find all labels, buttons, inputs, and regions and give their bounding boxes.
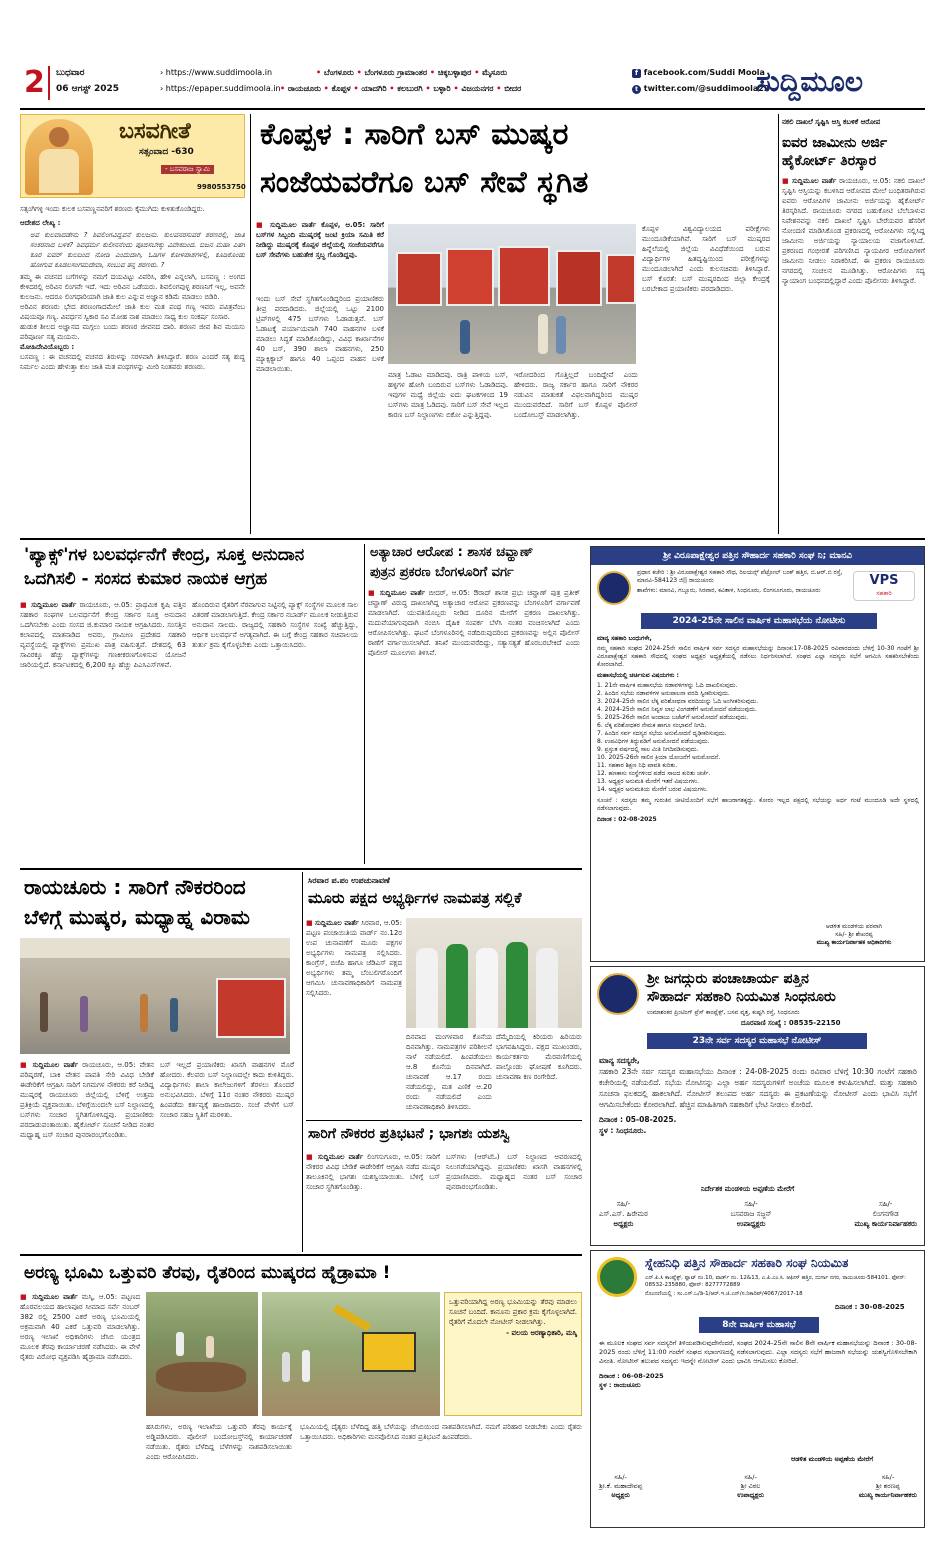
- snehanidhi-date: ದಿನಾಂಕ : 06-08-2025: [599, 1372, 664, 1380]
- agenda-item: 1. 21ನೇ ವಾರ್ಷಿಕ ಮಹಾಸಭೆಯ ನಡಾವಳಿಗಳನ್ನು ಓದಿ ದಾಖಲಿಸುವುದು.: [597, 682, 738, 689]
- packs-headline-2: ಒದಗಿಸಲಿ - ಸಂಸದ ಕುಮಾರ ನಾಯಕ ಆಗ್ರಹ: [24, 569, 268, 589]
- packs-col-1: ರಾಯಚೂರು, ಆ.05: ಪ್ರಾಥಮಿಕ ಕೃಷಿ ಪತ್ತಿನ ಸಹಕಾರ ಸಂಘಗಳ ಬಲವರ್ಧನೆಗೆ ಕೇಂದ್ರ ಸರ್ಕಾರ ಸೂಕ್ತ ಅನುದಾನ ಒದಗಿಸಬೇಕು ಎಂದು ಸಂಸದ ಜಿ.ಕುಮಾರ ನಾಯಕ ಆಗ್ರಹಿಸಿದರು. ಸಂಸತ್ತಿನ ಕಲಾಪದಲ್ಲಿ ಮಾತನಾಡಿದ ಅವರು, ಗ್ರಾಮೀಣ ಪ್ರದೇಶದ ಸಹಕಾರಿ ವ್ಯವಸ್ಥೆಯಲ್ಲಿ ಪ್ಯಾಕ್ಸ್‌ಗಳು ಪ್ರಮುಖ ಪಾತ್ರ ವಹಿಸುತ್ತವೆ. ದೇಶದಲ್ಲಿ 63 ಸಾವಿರಕ್ಕೂ ಹೆಚ್ಚು ಪ್ಯಾಕ್ಸ್‌ಗಳನ್ನು ಗಣಕೀಕರಣಗೊಳಿಸುವ ಯೋಜನೆ ಜಾರಿಯಲ್ಲಿದೆ. ಕರ್ನಾಟಕದಲ್ಲಿ 6,200 ಕ್ಕೂ ಹೆಚ್ಚು ಪಿಎಸಿಎಸ್‌ಗಳಿವೆ.: [20, 601, 186, 669]
- issue-day: ಬುಧವಾರ: [56, 68, 85, 78]
- basavageete-column: [20, 114, 245, 534]
- atrocity-story: ಅತ್ಯಾಚಾರ ಆರೋಪ : ಶಾಸಕ ಚವ್ಹಾಣ್ ಪುತ್ರನ ಪ್ರಕರಣ ಬೆಂಗಳೂರಿಗೆ ವರ್ಗ ■ ಸುದ್ದಿಮೂಲ ವಾರ್ತೆ ಬೀದರ್, ಆ.05: ಔರಾದ್ ಶಾಸಕ ಪ್ರಭು ಚವ್ಹಾಣ್ ಪುತ್ರ ಪ್ರತೀಕ್ ಚವ್ಹಾಣ್ ವಿರುದ್ಧ ದಾಖಲಾಗಿದ್ದ ಅತ್ಯಾಚಾರ ಆರೋಪ ಪ್ರಕರಣವನ್ನು ಬೆಂಗಳೂರಿಗೆ ವರ್ಗಾವಣೆ ಮಾಡಲಾಗಿದೆ. ಯುವತಿಯೊಬ್ಬರು ನೀಡಿದ ದೂರಿನ ಮೇರೆಗೆ ಪ್ರಕರಣ ದಾಖಲಾಗಿತ್ತು. ಮದುವೆಯಾಗುವುದಾಗಿ ನಂಬಿಸಿ ದೈಹಿಕ ಸಂಪರ್ಕ ಬೆಳೆಸಿ ನಂತರ ವಂಚಿಸಲಾಗಿದೆ ಎಂದು ಆರೋಪಿಸಲಾಗಿತ್ತು. ಘಟನೆ ಬೆಂಗಳೂರಿನಲ್ಲಿ ನಡೆದಿರುವುದರಿಂದ ಪ್ರಕರಣವನ್ನು ಅಲ್ಲಿನ ಪೊಲೀಸ್ ಠಾಣೆಗೆ ವರ್ಗಾಯಿಸಲಾಗಿದೆ. ತನಿಖೆ ಮುಂದುವರೆದಿದ್ದು, ಸತ್ಯಾಸತ್ಯತೆ ಹೊರಬರಬೇಕಿದೆ ಎಂದು ಪೊಲೀಸ್ ಮೂಲಗಳು ತಿಳಿಸಿವೆ.: [368, 545, 580, 657]
- byline: ಸುದ್ದಿಮೂಲ ವಾರ್ತೆ: [32, 1061, 79, 1069]
- section-rule: [20, 538, 925, 540]
- agenda-item: 12. ಹಣಕಾಸು ಸಂಸ್ಥೆಗಳಿಂದ ಪಡೆದ ಸಾಲದ ಕುರಿತು ಚರ್ಚೆ.: [597, 770, 711, 777]
- chevron-right-icon: ›: [160, 84, 166, 93]
- raichur-headline-2: ಬೆಳಿಗ್ಗೆ ಮುಷ್ಕರ, ಮಧ್ಯಾಹ್ನ ವಿರಾಮ: [24, 905, 250, 929]
- forest-col-1: ಮಸ್ಕಿ, ಆ.05: ಪಟ್ಟಣದ ಹೊರವಲಯದ ಹಾಲಾಪೂರ ಸೀಮಾದ ಸರ್ವೆ ನಂಬರ್ 382 ರಲ್ಲಿ 2500 ಎಕರೆ ಅರಣ್ಯ ಭೂಮಿಯಲ್ಲಿ ಅಕ್ರಮವಾಗಿ 40 ಎಕರೆ ಒತ್ತುವರಿ ಮಾಡಲಾಗಿತ್ತು. ಅರಣ್ಯ ಇಲಾಖೆ ಅಧಿಕಾರಿಗಳು ಜೆಸಿಬಿ ಯಂತ್ರದ ಮೂಲಕ ತೆರವು ಕಾರ್ಯಾಚರಣೆ ನಡೆಸಿದರು. ಈ ವೇಳೆ ರೈತರು ವಿರೋಧ ವ್ಯಕ್ತಪಡಿಸಿ ಹೈಡ್ರಾಮಾ ನಡೆಸಿದರು.: [20, 1293, 140, 1361]
- forest-quote: ಒತ್ತುವರಿಯಾಗಿದ್ದ ಅರಣ್ಯ ಭೂಮಿಯನ್ನು ತೆರವು ಮಾಡಲು ಸೂಚನೆ ಬಂದಿದೆ. ಕಾನೂನು ಪ್ರಕಾರ ಕ್ರಮ ಕೈಗೊಳ್ಳಲಾಗಿದೆ. ರೈತರಿಗೆ ಮೊದಲೇ ನೋಟೀಸ್ ನೀಡಲಾಗಿತ್ತು.: [449, 1298, 577, 1326]
- vps-notice-title: 2024-25ನೇ ಸಾಲಿನ ವಾರ್ಷಿಕ ಮಹಾಸಭೆಯ ನೋಟೀಸು: [641, 613, 877, 629]
- vps-greeting: ಮಾನ್ಯ ಸಹಕಾರಿ ಬಂಧುಗಳೇ,: [597, 635, 652, 642]
- vps-branches: ಶಾಖೆಗಳು: ಮಾನವಿ, ಗಬ್ಬೂರು, ಸಿರವಾರ, ಕವಿತಾಳ, ಸಿಂಧನೂರು, ಲಿಂಗಸೂಗೂರು, ರಾಯಚೂರು: [637, 587, 821, 594]
- jagadguru-title-1: ಶ್ರೀ ಜಗದ್ಗುರು ಪಂಚಾಚಾರ್ಯ ಪತ್ತಿನ: [647, 971, 809, 987]
- sirwar-col-1: ಸಿರವಾರ, ಆ.05: ಪಟ್ಟಣ ಪಂಚಾಯಿತಿಯ ವಾರ್ಡ್ ನಂ.12ರ ಉಪ ಚುನಾವಣೆಗೆ ಮೂರು ಪಕ್ಷಗಳ ಅಭ್ಯರ್ಥಿಗಳು ನಾಮಪತ್ರ ಸಲ್ಲಿಸಿದರು. ಕಾಂಗ್ರೆಸ್, ಬಿಜೆಪಿ ಹಾಗೂ ಜೆಡಿಎಸ್ ಪಕ್ಷದ ಅಭ್ಯರ್ಥಿಗಳು ತಮ್ಮ ಬೆಂಬಲಿಗರೊಂದಿಗೆ ಆಗಮಿಸಿ ಚುನಾವಣಾಧಿಕಾರಿಗೆ ನಾಮಪತ್ರ ಸಲ್ಲಿಸಿದರು.: [306, 919, 402, 997]
- raichur-col-1: ರಾಯಚೂರು, ಆ.05: ವೇತನ ಪರಿಷ್ಕರಣೆ, ಬಾಕಿ ವೇತನ ಪಾವತಿ ಸೇರಿ ವಿವಿಧ ಬೇಡಿಕೆ ಈಡೇರಿಕೆಗೆ ಆಗ್ರಹಿಸಿ ಸಾರಿಗೆ ನಿಗಮಗಳ ನೌಕರರು ಕರೆ ನೀಡಿದ್ದ ಮುಷ್ಕರಕ್ಕೆ ರಾಯಚೂರು ಜಿಲ್ಲೆಯಲ್ಲಿ ಬೆಳಿಗ್ಗೆ ಉತ್ತಮ ಪ್ರತಿಕ್ರಿಯೆ ವ್ಯಕ್ತವಾಯಿತು. ಬೆಳಿಗ್ಗೆಯಿಂದಲೇ ಬಸ್ ನಿಲ್ದಾಣದಲ್ಲಿ ಬಸ್‌ಗಳು ಸಂಚಾರ ಸ್ಥಗಿತಗೊಳಿಸಿದ್ದವು. ಪ್ರಯಾಣಿಕರು ಪರದಾಡುವಂತಾಯಿತು. ಹೈಕೋರ್ಟ್ ಸೂಚನೆ ನೀಡಿದ ನಂತರ ಮಧ್ಯಾಹ್ನ ಬಸ್ ಸಂಚಾರ ಪುನರಾರಂಭಗೊಂಡಿತು.: [20, 1061, 154, 1139]
- bail-headline: ಐವರ ಜಾಮೀನು ಅರ್ಜಿ ಹೈಕೋರ್ಟ್ ತಿರಸ್ಕಾರ: [782, 135, 888, 169]
- twitter-icon: t: [632, 85, 641, 94]
- lead-headline-1: ಕೊಪ್ಪಳ : ಸಾರಿಗೆ ಬಸ್ ಮುಷ್ಕರ: [260, 117, 569, 152]
- jagadguru-emblem: [597, 973, 639, 1015]
- agenda-item: 11. ಸಹಕಾರ ಶಿಕ್ಷಣ ನಿಧಿ ಪಾವತಿ ಕುರಿತು.: [597, 762, 678, 769]
- vps-sign-1: ಆಡಳಿತ ಮಂಡಳಿಯ ಪರವಾಗಿ: [825, 923, 883, 930]
- vps-badge-sub: ಸಹಕಾರಿ: [876, 590, 892, 597]
- lead-col-4: ಕೊಪ್ಪಳ ವಿಶ್ವವಿದ್ಯಾಲಯದ ಪರೀಕ್ಷೆಗಳು ಮುಂದೂಡಿಕೆಯಾಗಿವೆ. ಸಾರಿಗೆ ಬಸ್ ಮುಷ್ಕರದ ಹಿನ್ನೆಲೆಯಲ್ಲಿ ಜಿಲ್ಲೆಯ ವಿವಿಧೆಡೆಯಿಂದ ಬರುವ ವಿದ್ಯಾರ್ಥಿಗಳ ಹಿತದೃಷ್ಟಿಯಿಂದ ಪರೀಕ್ಷೆಗಳನ್ನು ಮುಂದೂಡಲಾಗಿದೆ ಎಂದು ಕುಲಸಚಿವರು ತಿಳಿಸಿದ್ದಾರೆ. ಬಸ್ ಕೊರತೆ: ಬಸ್ ಮುಷ್ಕರದಿಂದ ಜಿಲ್ಲಾ ಕೇಂದ್ರಕ್ಕೆ ಬರಬೇಕಾದ ಪ್ರಯಾಣಿಕರು ಪರದಾಡಿದರು.: [642, 225, 770, 293]
- vps-agenda-title: ಮಹಾಸಭೆಯಲ್ಲಿ ಚರ್ಚಿಸುವ ವಿಷಯಗಳು :: [597, 672, 679, 679]
- facebook-link[interactable]: facebook.com/Suddi Moola: [643, 68, 765, 77]
- byline: ಸುದ್ದಿಮೂಲ ವಾರ್ತೆ: [32, 1293, 78, 1301]
- jagadguru-date: ದಿನಾಂಕ : 05-08-2025.: [599, 1115, 677, 1124]
- bus-depot-photo: [388, 224, 636, 364]
- snehanidhi-signatures: [599, 1473, 917, 1500]
- nav-link-chikkaballapur[interactable]: ಚಿಕ್ಕಬಳ್ಳಾಪುರ: [437, 68, 472, 77]
- column-divider: [778, 114, 779, 534]
- forest-quote-author: - ವಲಯ ಅರಣ್ಯಾಧಿಕಾರಿ, ಮಸ್ಕಿ: [506, 1329, 577, 1337]
- bus-stand-photo: [20, 938, 290, 1054]
- agenda-item: 7. ಹಿಂದಿನ ಸರ್ವ ಸದಸ್ಯರ ಸಭೆಯ ಅನುಮೋದನೆ ದೃಢೀಕರಿಸುವುದು.: [597, 730, 727, 737]
- section-rule: [306, 1120, 582, 1121]
- raichur-bus-story: ರಾಯಚೂರು : ಸಾರಿಗೆ ನೌಕರರಿಂದ ಬೆಳಿಗ್ಗೆ ಮುಷ್ಕರ, ಮಧ್ಯಾಹ್ನ ವಿರಾಮ ■ ಸುದ್ದಿಮೂಲ ವಾರ್ತೆ ರಾಯಚೂರು, ಆ.05: ವೇತನ ಪರಿಷ್ಕರಣೆ, ಬಾಕಿ ವೇತನ ಪಾವತಿ ಸೇರಿ ವಿವಿಧ ಬೇಡಿಕೆ ಈಡೇರಿಕೆಗೆ ಆಗ್ರಹಿಸಿ ಸಾರಿಗೆ ನಿಗಮಗಳ ನೌಕರರು ಕರೆ ನೀಡಿದ್ದ ಮುಷ್ಕರಕ್ಕೆ ರಾಯಚೂರು ಜಿಲ್ಲೆಯಲ್ಲಿ ಬೆಳಿಗ್ಗೆ ಉತ್ತಮ ಪ್ರತಿಕ್ರಿಯೆ ವ್ಯಕ್ತವಾಯಿತು. ಬೆಳಿಗ್ಗೆಯಿಂದಲೇ ಬಸ್ ನಿಲ್ದಾಣದಲ್ಲಿ ಬಸ್‌ಗಳು ಸಂಚಾರ ಸ್ಥಗಿತಗೊಳಿಸಿದ್ದವು. ಪ್ರಯಾಣಿಕರು ಪರದಾಡುವಂತಾಯಿತು. ಹೈಕೋರ್ಟ್ ಸೂಚನೆ ನೀಡಿದ ನಂತರ ಮಧ್ಯಾಹ್ನ ಬಸ್ ಸಂಚಾರ ಪುನರಾರಂಭಗೊಂಡಿತು. ಬಸ್ ಇಲ್ಲದೆ ಪ್ರಯಾಣಿಕರು ಖಾಸಗಿ ವಾಹನಗಳ ಮೊರೆ ಹೋದರು. ಕೆಲವರು ಬಸ್ ನಿಲ್ದಾಣದಲ್ಲೇ ಕಾದು ಕುಳಿತಿದ್ದರು. ವಿದ್ಯಾರ್ಥಿಗಳು ಶಾಲಾ ಕಾಲೇಜುಗಳಿಗೆ ತೆರಳಲು ತೊಂದರೆ ಅನುಭವಿಸಿದರು. ಬೆಳಿಗ್ಗೆ 11ರ ನಂತರ ನೌಕರರು ಮುಷ್ಕರ ಹಿಂಪಡೆದು ಕರ್ತವ್ಯಕ್ಕೆ ಹಾಜರಾದರು. ಸಂಜೆ ವೇಳೆಗೆ ಬಸ್ ಸಂಚಾರ ಸಹಜ ಸ್ಥಿತಿಗೆ ಮರಳಿತು.: [20, 872, 298, 1252]
- jagadguru-place: ಸ್ಥಳ : ಸಿಂಧನೂರು.: [599, 1126, 647, 1135]
- signature-block: ಸಹಿ/- ಎಸ್.ಎಸ್. ಹಿರೇಮಠ ಅಧ್ಯಕ್ಷರು: [599, 1200, 648, 1228]
- snehanidhi-advertisement: [590, 1250, 925, 1528]
- vps-date: ದಿನಾಂಕ : 02-08-2025: [597, 816, 657, 823]
- agenda-item: 8. ಉಪವಿಧಿಗಳ ತಿದ್ದುಪಡಿಗೆ ಅನುಮೋದನೆ ಪಡೆಯುವುದು.: [597, 738, 710, 745]
- raichur-headline-1: ರಾಯಚೂರು : ಸಾರಿಗೆ ನೌಕರರಿಂದ: [24, 875, 246, 899]
- signature-block: ಸಹಿ/- ಶ್ರೀ ವಿಠಲ ಉಪಾಧ್ಯಕ್ಷರು: [737, 1473, 764, 1499]
- vps-note: ಸೂಚನೆ : ಸದಸ್ಯರು ತಮ್ಮ ಗುರುತಿನ ಚೀಟಿಯೊಂದಿಗೆ ಸಭೆಗೆ ಹಾಜರಾಗತಕ್ಕದ್ದು. ಕೋರಂ ಇಲ್ಲದ ಪಕ್ಷದಲ್ಲಿ ಸಭೆಯನ್ನು ಅರ್ಧ ಗಂಟೆ ಮುಂದೂಡಿ ಅದೇ ಸ್ಥಳದಲ್ಲಿ ನಡೆಸಲಾಗುವುದು.: [597, 797, 919, 812]
- protest-headline: ಸಾರಿಗೆ ನೌಕರರ ಪ್ರತಿಭಟನೆ ; ಭಾಗಶಃ ಯಶಸ್ವಿ: [308, 1126, 510, 1142]
- agenda-item: 2. ಹಿಂದಿನ ಸಭೆಯ ನಡಾವಳಿಗಳ ಅನುಪಾಲನಾ ವರದಿ ಸ್ವೀಕರಿಸುವುದು.: [597, 690, 730, 697]
- facebook-icon: f: [632, 69, 641, 78]
- column-divider: [364, 544, 365, 864]
- paragraph: ತಮ್ಮ ಈ ವಚನದ ಬಗೆಗಳನ್ನು ನಮಗೆ ದಯವಿಟ್ಟು ವಿವರಿಸಿ, ಹೇಳಿ ಎನ್ನಲಾಗಿ, ಬಸವಣ್ಣ : ಅಂಗದ ಕೇಳಿದರಲ್ಲಿ ಅರಿವಿನ ಲಿಂಗವೇ ಇದೆ. ಇದು ಅರಿವಿನ ಒಡೆಯರು. ಶಿವಲಿಂಗವುಳ್ಳ ಶರಣನಿಗೆ ಇಲ್ಲ, ಅವನೇ ಕುಲಜನು. ಆದರೂ ಲಿಂಗಧಾರಿಯಾಗಿ ಜಾತಿ ಕುಲ ಎನ್ನುವ ಅಜ್ಞಾನ ಕಡಿಮೆ ಮಾಡಲು ಬಿಡಿರಿ.: [20, 273, 245, 301]
- basavageete-author: - ಬಸವರಾಜ ಸ್ವಾಮಿ: [161, 165, 214, 174]
- nav-link-mysuru[interactable]: ಮೈಸೂರು: [482, 68, 507, 77]
- nav-row-2: • ರಾಯಚೂರು • ಕೊಪ್ಪಳ • ಯಾದಗಿರಿ • ಕಲಬುರಗಿ • ಬಳ್ಳಾರಿ • ವಿಜಯನಗರ • ಬೀದರ: [280, 84, 522, 93]
- agenda-item: 9. ಪ್ರಸ್ತುತ ವರ್ಷದಲ್ಲಿ ಸಾಲ ಮಿತಿ ನಿಗದಿಪಡಿಸುವುದು.: [597, 746, 699, 753]
- agenda-item: 4. 2024-25ನೇ ಸಾಲಿನ ನಿವ್ವಳ ಲಾಭ ವಿಂಗಡಣೆಗೆ ಅನುಮೋದನೆ ಪಡೆಯುವುದು.: [597, 706, 757, 713]
- byline: ಸುದ್ದಿಮೂಲ ವಾರ್ತೆ: [379, 589, 425, 597]
- paragraph-label: ಮೋಹಿದೇವಿಯೊಬ್ಬರು :: [20, 343, 75, 351]
- snehanidhi-reg: ನೊಂದಣಿಯಲ್ಲಿ : ಸಂ.ಎಸ್.ಒ/ಡಿ-1/ಆರ್.ಇ.ಜಿ.ಎನ್/ಸ.ನಿಕಾರಿಪ್/4067/2017-18: [645, 1291, 803, 1297]
- vps-agenda-list: [597, 682, 919, 794]
- protest-story: ಸಾರಿಗೆ ನೌಕರರ ಪ್ರತಿಭಟನೆ ; ಭಾಗಶಃ ಯಶಸ್ವಿ ■ ಸುದ್ದಿಮೂಲ ವಾರ್ತೆ ಲಿಂಗಸುಗೂರು, ಆ.05: ಸಾರಿಗೆ ನೌಕರರ ವಿವಿಧ ಬೇಡಿಕೆ ಈಡೇರಿಕೆಗೆ ಆಗ್ರಹಿಸಿ ನಡೆದ ಮುಷ್ಕರ ತಾಲೂಕಿನಲ್ಲಿ ಭಾಗಶಃ ಯಶಸ್ವಿಯಾಯಿತು. ಬೆಳಿಗ್ಗೆ ಬಸ್ ಸಂಚಾರ ಸ್ಥಗಿತಗೊಂಡಿತ್ತು. ಬಸ್‌ಗಳು (ಆರ್‌ಟಿಓ) ಬಸ್ ನಿಲ್ದಾಣದ ಆವರಣದಲ್ಲಿ ನಿಲುಗಡೆಯಾಗಿದ್ದವು. ಪ್ರಯಾಣಿಕರು ಖಾಸಗಿ ವಾಹನಗಳಲ್ಲಿ ಪ್ರಯಾಣಿಸಿದರು. ಮಧ್ಯಾಹ್ನದ ನಂತರ ಬಸ್ ಸಂಚಾರ ಪುನರಾರಂಭಗೊಂಡಿತು.: [306, 1124, 582, 1252]
- bail-body: ರಾಯಚೂರು, ಆ.05: ನಕಲಿ ದಾಖಲೆ ಸೃಷ್ಟಿಸಿ ಆಸ್ತಿಯನ್ನು ಕಬಳಿಸಿದ ಆರೋಪದ ಮೇಲೆ ಬಂಧಿತರಾಗಿರುವ ಐವರು ಆರೋಪಿಗಳ ಜಾಮೀನು ಅರ್ಜಿಯನ್ನು ಹೈಕೋರ್ಟ್ ತಿರಸ್ಕರಿಸಿದೆ. ರಾಯಚೂರು ನಗರದ ಬಹುಕೋಟಿ ಬೆಲೆಬಾಳುವ ನಿವೇಶನವನ್ನು ನಕಲಿ ದಾಖಲೆ ಸೃಷ್ಟಿಸಿ ಬೇರೆಯವರ ಹೆಸರಿಗೆ ನೋಂದಣಿ ಮಾಡಿಸಿಕೊಂಡ ಪ್ರಕರಣದಲ್ಲಿ ಆರೋಪಿಗಳು ಸಲ್ಲಿಸಿದ್ದ ಜಾಮೀನು ಅರ್ಜಿಯನ್ನು ನ್ಯಾಯಾಲಯ ವಜಾಗೊಳಿಸಿದೆ. ಪ್ರಕರಣದ ಗಂಭೀರತೆ ಪರಿಗಣಿಸಿದ ನ್ಯಾಯಪೀಠ ಆರೋಪಿಗಳಿಗೆ ಜಾಮೀನು ನೀಡಲು ನಿರಾಕರಿಸಿದೆ. ಈ ಪ್ರಕರಣ ರಾಯಚೂರು ನಗರದಲ್ಲಿ ಸಂಚಲನ ಮೂಡಿಸಿತ್ತು. ಆರೋಪಿಗಳು ಸದ್ಯ ನ್ಯಾಯಾಂಗ ಬಂಧನದಲ್ಲಿದ್ದಾರೆ ಎಂದು ಪೊಲೀಸರು ತಿಳಿಸಿದ್ದಾರೆ.: [782, 177, 925, 285]
- snehanidhi-place: ಸ್ಥಳ : ರಾಯಚೂರು: [599, 1381, 641, 1389]
- agenda-item: 13. ಅಧ್ಯಕ್ಷರ ಅನುಮತಿ ಮೇರೆಗೆ ಇತರೆ ವಿಷಯಗಳು.: [597, 778, 700, 785]
- sirwar-story: ಸಿರವಾರ ಪ.ಪಂ ಉಪಚುನಾವಣೆ ಮೂರು ಪಕ್ಷದ ಅಭ್ಯರ್ಥಿಗಳ ನಾಮಪತ್ರ ಸಲ್ಲಿಕೆ ■ ಸುದ್ದಿಮೂಲ ವಾರ್ತೆ ಸಿರವಾರ, ಆ.05: ಪಟ್ಟಣ ಪಂಚಾಯಿತಿಯ ವಾರ್ಡ್ ನಂ.12ರ ಉಪ ಚುನಾವಣೆಗೆ ಮೂರು ಪಕ್ಷಗಳ ಅಭ್ಯರ್ಥಿಗಳು ನಾಮಪತ್ರ ಸಲ್ಲಿಸಿದರು. ಕಾಂಗ್ರೆಸ್, ಬಿಜೆಪಿ ಹಾಗೂ ಜೆಡಿಎಸ್ ಪಕ್ಷದ ಅಭ್ಯರ್ಥಿಗಳು ತಮ್ಮ ಬೆಂಬಲಿಗರೊಂದಿಗೆ ಆಗಮಿಸಿ ಚುನಾವಣಾಧಿಕಾರಿಗೆ ನಾಮಪತ್ರ ಸಲ್ಲಿಸಿದರು. ದಿನವಾದ ಮಂಗಳವಾರ ಕೊನೆಯ ದಿನವಾಗಿತ್ತು. ನಾಮಪತ್ರಗಳ ಪರಿಶೀಲನೆ ನಾಳೆ ನಡೆಯಲಿದೆ. ಹಿಂಪಡೆಯಲು ಆ.8 ಕೊನೆಯ ದಿನವಾಗಿದೆ. ಚುನಾವಣೆ ಆ.17 ರಂದು ನಡೆಯಲಿದ್ದು, ಮತ ಎಣಿಕೆ ಆ.20 ರಂದು ನಡೆಯಲಿದೆ ಎಂದು ಚುನಾವಣಾಧಿಕಾರಿ ತಿಳಿಸಿದರು. ದೆಮ್ಮೆದಿಯಲ್ಲಿ ಕಿರಿಯರು ಹಿರಿಯರು ಭಾಗವಹಿಸಿದ್ದರು. ಪಕ್ಷದ ಮುಖಂಡರು, ಕಾರ್ಯಕರ್ತರು ಮೆರವಣಿಗೆಯಲ್ಲಿ ಪಾಲ್ಗೊಂಡು ಘೋಷಣೆ ಕೂಗಿದರು. ಚುನಾವಣಾ ಕಣ ರಂಗೇರಿದೆ.: [306, 872, 582, 1118]
- agenda-item: 6. ಲೆಕ್ಕ ಪರಿಶೋಧಕರ ನೇಮಕ ಹಾಗೂ ಸಂಭಾವನೆ ನಿಗದಿ.: [597, 722, 707, 729]
- byline: ಸುದ್ದಿಮೂಲ ವಾರ್ತೆ: [269, 221, 317, 229]
- paragraph: ಸತ್ಸಂಗಿಗಳ್ಳಿ ಇಂದು ಕುಲಕ ಬಸವಣ್ಣನವರಿಗೆ ಶರಣರು ಕೈಮುಗಿದು ಕುಳಿತುಕೊಂಡಿದ್ದರು.: [20, 205, 205, 213]
- packs-col-2: ಹೊಂದಿರುವ ರೈತರಿಗೆ ನೆರವಾಗುವ ನಿಟ್ಟಿನಲ್ಲಿ ಪ್ಯಾಕ್ಸ್ ಸಂಸ್ಥೆಗಳ ಮೂಲಕ ಸಾಲ ವಿತರಣೆ ಮಾಡಲಾಗುತ್ತಿದೆ. ಕೇಂದ್ರ ಸರ್ಕಾರ ನಬಾರ್ಡ್ ಮೂಲಕ ನೀಡುತ್ತಿರುವ ಅನುದಾನ ಸಾಲದು. ರಾಜ್ಯದಲ್ಲಿ ಸಹಕಾರಿ ಸಂಸ್ಥೆಗಳ ಸಂಖ್ಯೆ ಹೆಚ್ಚುತ್ತಿದ್ದು, ಆರ್ಥಿಕ ಬಲವರ್ಧನೆ ಅಗತ್ಯವಾಗಿದೆ. ಈ ಬಗ್ಗೆ ಕೇಂದ್ರ ಸಹಕಾರ ಸಚಿವಾಲಯ ತುರ್ತು ಕ್ರಮ ಕೈಗೊಳ್ಳಬೇಕು ಎಂದು ಒತ್ತಾಯಿಸಿದರು.: [192, 601, 358, 649]
- vps-badge: [853, 571, 915, 601]
- forest-quote-box: [444, 1292, 582, 1416]
- jagadguru-advertisement: [590, 966, 925, 1246]
- snehanidhi-notice-title: 8ನೇ ವಾರ್ಷಿಕ ಮಹಾಸಭೆ: [699, 1317, 819, 1333]
- snehanidhi-body: ಈ ಮೂಲಕ ಸಂಘದ ಸರ್ವ ಸದಸ್ಯರಿಗೆ ತಿಳಿಯಪಡಿಸುವುದೇನೆಂದರೆ, ಸಂಘದ 2024-25ನೇ ಸಾಲಿನ 8ನೇ ವಾರ್ಷಿಕ ಮಹಾಸಭೆಯನ್ನು ದಿನಾಂಕ : 30-08-2025 ರಂದು ಬೆಳಿಗ್ಗೆ 11:00 ಗಂಟೆಗೆ ಸಂಘದ ಸಭಾಂಗಣದಲ್ಲಿ ನಡೆಸಲಾಗುವುದು. ಎಲ್ಲಾ ಸದಸ್ಯರು ಸಭೆಗೆ ಹಾಜರಾಗಿ ಸಭೆಯನ್ನು ಯಶಸ್ವಿಗೊಳಿಸಬೇಕಾಗಿ ವಿನಂತಿ. ನೋಟೀಸ್ ತಲುಪದ ಸದಸ್ಯರು ಇದನ್ನೇ ನೋಟೀಸ್ ಎಂದು ಭಾವಿಸಿ ಆಗಮಿಸಲು ಕೋರಿದೆ.: [599, 1339, 917, 1365]
- nav-link-bidar[interactable]: ಬೀದರ: [504, 84, 522, 93]
- byline: ಸುದ್ದಿಮೂಲ ವಾರ್ತೆ: [791, 177, 837, 185]
- lead-col-2: ಮಾತ್ರ ಓಡಾಟ ಮಾಡಿದವು. ರಾತ್ರಿ ಪಾಳಿಯ ಬಸ್, ಹಳ್ಳಿಗಳ ಹೋಗಿ ಬಂದಿರುವ ಬಸ್‌ಗಳು ಓಡಾಡಿದವು. ಇವುಗಳ ಮಧ್ಯೆ ಜಿಲ್ಲೆಯ ಐದು ಘಟಕಗಳಿಂದ 19 ಬಸ್‌ಗಳು ಮಾತ್ರ ಓಡಿದವು. ಸಾರಿಗೆ ಬಸ್ ಸೇವೆ ಇಲ್ಲದ ಕಾರಣ ಬಸ್ ನಿಲ್ದಾಣಗಳು ಬಿಕೋ ಎನ್ನುತ್ತಿದ್ದವು.: [388, 371, 508, 419]
- jagadguru-address: ಉಮಾಶಂಕರ ಪ್ರಿಂಟಿಂಗ್ ಪ್ರೆಸ್ ಕಾಂಪ್ಲೆಕ್ಸ್, ಬಸವ ವೃತ್ತ, ಕುಷ್ಟಗಿ ರಸ್ತೆ, ಸಿಂಧನೂರು: [647, 1009, 800, 1016]
- nav-row-1: • ಬೆಂಗಳೂರು • ಬೆಂಗಳೂರು ಗ್ರಾಮಾಂತರ • ಚಿಕ್ಕಬಳ್ಳಾಪುರ • ಮೈಸೂರು: [316, 68, 507, 77]
- basavageete-body: [20, 204, 245, 534]
- paragraph-label: ಆದೇಶದ ಲೇಖ್ಯ :: [20, 219, 61, 227]
- atrocity-headline-2: ಪುತ್ರನ ಪ್ರಕರಣ ಬೆಂಗಳೂರಿಗೆ ವರ್ಗ: [370, 565, 514, 580]
- vps-office: ಪ್ರಧಾನ ಕಚೇರಿ : ಶ್ರೀ ವಿರೂಪಾಕ್ಷೇಶ್ವರ ಸಹಕಾರಿ ಸೌಧ, ರಿಲಯನ್ಸ್ ಪೆಟ್ರೋಲ್ ಬಂಕ್ ಹತ್ತಿರ, ಬಿ.ಆರ್.ಬಿ ರಸ್ತೆ, ಮಾನವಿ-584123 ಜಿ|| ರಾಯಚೂರು: [637, 569, 843, 584]
- forest-headline: ಅರಣ್ಯ ಭೂಮಿ ಒತ್ತುವರಿ ತೆರವು, ರೈತರಿಂದ ಮುಷ್ಕರದ ಹೈಡ್ರಾಮಾ !: [24, 1263, 391, 1283]
- byline: ಸುದ್ದಿಮೂಲ ವಾರ್ತೆ: [317, 1153, 364, 1161]
- nav-link-koppal[interactable]: ಕೊಪ್ಪಳ: [331, 84, 351, 93]
- vps-advertisement: [590, 546, 925, 962]
- saint-portrait: [25, 119, 93, 195]
- atrocity-headline-1: ಅತ್ಯಾಚಾರ ಆರೋಪ : ಶಾಸಕ ಚವ್ಹಾಣ್: [370, 545, 534, 560]
- packs-story: 'ಪ್ಯಾಕ್ಸ್'ಗಳ ಬಲವರ್ಧನೆಗೆ ಕೇಂದ್ರ, ಸೂಕ್ತ ಅನುದಾನ ಒದಗಿಸಲಿ - ಸಂಸದ ಕುಮಾರ ನಾಯಕ ಆಗ್ರಹ ■ ಸುದ್ದಿಮೂಲ ವಾರ್ತೆ ರಾಯಚೂರು, ಆ.05: ಪ್ರಾಥಮಿಕ ಕೃಷಿ ಪತ್ತಿನ ಸಹಕಾರ ಸಂಘಗಳ ಬಲವರ್ಧನೆಗೆ ಕೇಂದ್ರ ಸರ್ಕಾರ ಸೂಕ್ತ ಅನುದಾನ ಒದಗಿಸಬೇಕು ಎಂದು ಸಂಸದ ಜಿ.ಕುಮಾರ ನಾಯಕ ಆಗ್ರಹಿಸಿದರು. ಸಂಸತ್ತಿನ ಕಲಾಪದಲ್ಲಿ ಮಾತನಾಡಿದ ಅವರು, ಗ್ರಾಮೀಣ ಪ್ರದೇಶದ ಸಹಕಾರಿ ವ್ಯವಸ್ಥೆಯಲ್ಲಿ ಪ್ಯಾಕ್ಸ್‌ಗಳು ಪ್ರಮುಖ ಪಾತ್ರ ವಹಿಸುತ್ತವೆ. ದೇಶದಲ್ಲಿ 63 ಸಾವಿರಕ್ಕೂ ಹೆಚ್ಚು ಪ್ಯಾಕ್ಸ್‌ಗಳನ್ನು ಗಣಕೀಕರಣಗೊಳಿಸುವ ಯೋಜನೆ ಜಾರಿಯಲ್ಲಿದೆ. ಕರ್ನಾಟಕದಲ್ಲಿ 6,200 ಕ್ಕೂ ಹೆಚ್ಚು ಪಿಎಸಿಎಸ್‌ಗಳಿವೆ. ಹೊಂದಿರುವ ರೈತರಿಗೆ ನೆರವಾಗುವ ನಿಟ್ಟಿನಲ್ಲಿ ಪ್ಯಾಕ್ಸ್ ಸಂಸ್ಥೆಗಳ ಮೂಲಕ ಸಾಲ ವಿತರಣೆ ಮಾಡಲಾಗುತ್ತಿದೆ. ಕೇಂದ್ರ ಸರ್ಕಾರ ನಬಾರ್ಡ್ ಮೂಲಕ ನೀಡುತ್ತಿರುವ ಅನುದಾನ ಸಾಲದು. ರಾಜ್ಯದಲ್ಲಿ ಸಹಕಾರಿ ಸಂಸ್ಥೆಗಳ ಸಂಖ್ಯೆ ಹೆಚ್ಚುತ್ತಿದ್ದು, ಆರ್ಥಿಕ ಬಲವರ್ಧನೆ ಅಗತ್ಯವಾಗಿದೆ. ಈ ಬಗ್ಗೆ ಕೇಂದ್ರ ಸಹಕಾರ ಸಚಿವಾಲಯ ತುರ್ತು ಕ್ರಮ ಕೈಗೊಳ್ಳಬೇಕು ಎಂದು ಒತ್ತಾಯಿಸಿದರು.: [20, 544, 360, 864]
- column-divider: [302, 872, 303, 1252]
- protest-col-2: ಬಸ್‌ಗಳು (ಆರ್‌ಟಿಓ) ಬಸ್ ನಿಲ್ದಾಣದ ಆವರಣದಲ್ಲಿ ನಿಲುಗಡೆಯಾಗಿದ್ದವು. ಪ್ರಯಾಣಿಕರು ಖಾಸಗಿ ವಾಹನಗಳಲ್ಲಿ ಪ್ರಯಾಣಿಸಿದರು. ಮಧ್ಯಾಹ್ನದ ನಂತರ ಬಸ್ ಸಂಚಾರ ಪುನರಾರಂಭಗೊಂಡಿತು.: [446, 1153, 582, 1191]
- masthead: [20, 64, 925, 104]
- jagadguru-notice-title: 23ನೇ ಸರ್ವ ಸದಸ್ಯರ ಮಹಾಸಭೆ ನೋಟೀಸ್: [647, 1033, 867, 1049]
- vps-sign-2: ಸಹಿ/- ಶ್ರೀ ಶೇಖರಪ್ಪ: [835, 931, 873, 938]
- nav-link-kalaburagi[interactable]: ಕಲಬುರಗಿ: [397, 84, 423, 93]
- snehanidhi-board: ಆಡಳಿತ ಮಂಡಳಿಯ ಅಪ್ಪಣೆಯ ಮೇರೆಗೆ: [791, 1455, 874, 1463]
- nomination-photo: [406, 918, 582, 1028]
- newspaper-logo: ಸುದ್ದಿಮೂಲ: [756, 65, 864, 98]
- jagadguru-greeting: ಮಾನ್ಯ ಸದಸ್ಯರೇ,: [599, 1056, 640, 1065]
- nav-link-vijayanagar[interactable]: ವಿಜಯನಗರ: [461, 84, 494, 93]
- signature-block: ಸಹಿ/- ಲಿಂಗನಗೌಡ ಮುಖ್ಯ ಕಾರ್ಯನಿರ್ವಾಹಕರು: [854, 1200, 917, 1228]
- byline: ಸುದ್ದಿಮೂಲ ವಾರ್ತೆ: [315, 919, 359, 927]
- sirwar-col-3: ದೆಮ್ಮೆದಿಯಲ್ಲಿ ಕಿರಿಯರು ಹಿರಿಯರು ಭಾಗವಹಿಸಿದ್ದರು. ಪಕ್ಷದ ಮುಖಂಡರು, ಕಾರ್ಯಕರ್ತರು ಮೆರವಣಿಗೆಯಲ್ಲಿ ಪಾಲ್ಗೊಂಡು ಘೋಷಣೆ ಕೂಗಿದರು. ಚುನಾವಣಾ ಕಣ ರಂಗೇರಿದೆ.: [496, 1033, 582, 1081]
- jagadguru-board: ನಿರ್ದೇಶಕ ಮಂಡಳಿಯ ಅಪ್ಪಣೆಯ ಮೇರೆಗೆ: [701, 1185, 795, 1193]
- website-link[interactable]: https://www.suddimoola.in: [165, 68, 273, 77]
- forest-clearance-photo-2: [262, 1292, 440, 1416]
- signature-block: ಸಹಿ/- ಶ್ರೀ ಶರಣಪ್ಪ ಮುಖ್ಯ ಕಾರ್ಯನಿರ್ವಾಹಕರು: [858, 1473, 917, 1499]
- vachana-text: ಅವ ಕುಲವಾದಡೇನು ? ಶಿವಲಿಂಗವಿದ್ದವನೆ ಕುಲಜನು. ಕುಲವನರಸುವರೆ ಶರಣರಲ್ಲಿ, ಜಾತಿ ಸಂಕರನಾದ ಬಳಿಕ? ಶಿವಧರ್ಮ ಕುಲೀನನೆಂದು ಪೂಜಿಸಬೇಕ್ಕು ವಿವೇಕದಿಂದ. ಬಿಜನ ಮಹಾ ಪಿತಗಿ ಕೂರ ಐವರ್ ಕುಲದಿಂದ ನೋಡಿ ಎಂದುದಾಗಿ, ಓಡಿಗಳ ಕೋಳಿಪಾಶಗಳಲ್ಲಿ, ಕೂಡಿಕೊಂಡು ಹೋಗುವ ಕೂಡಲಸಂಗಮದೇವಾ, ಸಂಬುವ ತನ್ನ ಶರಣರು. ?: [30, 231, 245, 269]
- snehanidhi-emblem: [597, 1257, 637, 1297]
- agenda-item: 14. ಅಧ್ಯಕ್ಷರ ಅನುಮತಿಯ ಮೇರೆಗೆ ಬರುವ ವಿಷಯಗಳು.: [597, 786, 708, 793]
- paragraph: ಅರಿವಿನ ಶರಣರು ಭೇದ ಶರಣಂಗಾದಮೇಲೆ ಜಾತಿ ಕುಲ ಮತ ಪಂಥ ಗಣ್ಯ ಇವರು ಪವಿತ್ರವೆಂಬ ವಿಷಯವೂ ಗಣ್ಯ. ವಿವರ್ಧನ ಸ್ವಿಕಾರ ಸವಿ ಮೋಹ ನಾಶ ಮಾಡಲು ಸಾಧ್ಯ ಕುಲ ಸಂಕರ್ಷ ಸಂಸಾರ.: [20, 303, 245, 321]
- agenda-item: 10. 2025-26ನೇ ಸಾಲಿನ ಕ್ರಿಯಾ ಯೋಜನೆಗೆ ಅನುಮೋದನೆ.: [597, 754, 721, 761]
- jagadguru-phone: ದೂರವಾಣಿ ಸಂಖ್ಯೆ : 08535-22150: [741, 1019, 841, 1027]
- forest-col-3: ಭೂಮಿಯಲ್ಲಿ ದೈತ್ಯರು ಬೆಳೆದಿದ್ದ ಹತ್ತಿ ಬೆಳೆಯನ್ನು ಜೆಸಿಬಿಯಿಂದ ನಾಶಪಡಿಸಲಾಗಿದೆ. ನಮಗೆ ಪರಿಹಾರ ನೀಡಬೇಕು ಎಂದು ರೈತರು ಒತ್ತಾಯಿಸಿದರು. ಅಧಿಕಾರಿಗಳು ಮನವೊಲಿಸಿದ ನಂತರ ಪ್ರತಿಭಟನೆ ಹಿಂಪಡೆದರು.: [300, 1423, 582, 1441]
- agenda-item: 5. 2025-26ನೇ ಸಾಲಿನ ಅಂದಾಜು ಬಜೆಟ್‌ಗೆ ಅನುಮೋದನೆ ಪಡೆಯುವುದು.: [597, 714, 749, 721]
- jagadguru-body: ಸಹಕಾರಿ 23ನೇ ಸರ್ವ ಸದಸ್ಯರ ಮಹಾಸಭೆಯು ದಿನಾಂಕ : 24-08-2025 ರಂದು ರವಿವಾರ ಬೆಳಿಗ್ಗೆ 10:30 ಗಂಟೆಗೆ ಸಹಕಾರಿ ಕಚೇರಿಯಲ್ಲಿ ನಡೆಯಲಿದೆ. ಸಭೆಯ ನೋಟಿಸನ್ನು ಎಲ್ಲಾ ಅರ್ಹ ಸದಸ್ಯರುಗಳಿಗೆ ಅಂಚೆಯ ಮೂಲಕ ಕಳುಹಿಸಲಾಗಿದೆ. ಮತ್ತು ಸಹಕಾರಿ ಸೂಚನಾ ಫಲಕದಲ್ಲಿ ಹಾಕಲಾಗಿದೆ. ನೋಟೀಸ್ ತಲುಪದ ಅರ್ಹ ಸದಸ್ಯರು ಈ ಪ್ರಕಟಣೆಯನ್ನು ನೋಟೀಸ್ ಎಂದು ಭಾವಿಸಿ ಸಭೆಗೆ ಆಗಮಿಸಬೇಕೆಂದು ಕೋರಲಾಗಿದೆ. ಹೆಚ್ಚಿನ ಮಾಹಿತಿಗಾಗಿ ಸಹಕಾರಿಗೆ ಭೇಟಿ ನೀಡಲು ಕೋರಿದೆ.: [599, 1067, 917, 1109]
- page-number: 2: [24, 65, 45, 100]
- vps-sign-3: ಮುಖ್ಯ ಕಾರ್ಯನಿರ್ವಾಹಕ ಅಧಿಕಾರಿಗಳು: [816, 939, 892, 946]
- nav-link-raichur[interactable]: ರಾಯಚೂರು: [287, 84, 321, 93]
- chevron-right-icon: ›: [160, 68, 166, 77]
- lead-col-1: ಇಂದು ಬಸ್ ಸೇವೆ ಸ್ಥಗಿತಗೊಂಡಿದ್ದರಿಂದ ಪ್ರಯಾಣಿಕರು ತೀವ್ರ ಪರದಾಡಿದರು. ಜಿಲ್ಲೆಯಲ್ಲಿ ಒಟ್ಟು 2100 ಟ್ರಿಪ್‌ಗಳಲ್ಲಿ 475 ಬಸ್‌ಗಳು ಓಡಾಡುತ್ತವೆ. ಬಸ್ ಓಡಾಟಕ್ಕೆ ಪರ್ಯಾಯವಾಗಿ 740 ವಾಹನಗಳ ಬಳಕೆ ಮಾಡಲು ಸಿದ್ಧತೆ ಮಾಡಿಕೊಂಡಿದ್ದು, ವಿವಿಧ ಕಾರ್ಖಾನೆಗಳ 40 ಬಸ್, 390 ಶಾಲಾ ವಾಹನಗಳು, 250 ಮ್ಯಾಕ್ಸಿಕ್ಯಾಬ್ ಹಾಗೂ 40 ಒಪ್ಪಂದ ವಾಹನ ಬಳಕೆ ಮಾಡಲಾಯಿತು.: [256, 295, 384, 373]
- epaper-link[interactable]: https://epaper.suddimoola.in: [165, 84, 281, 93]
- basavageete-title: ಬಸವಗೀತೆ: [119, 119, 191, 144]
- basavageete-banner: [20, 114, 245, 198]
- twitter-link[interactable]: twitter.com/@suddimoola22: [643, 84, 770, 93]
- vps-badge-label: VPS: [869, 573, 899, 588]
- snehanidhi-address: ಎನ್.ಪಿ.ಸಿ ಕಾಂಪ್ಲೆಕ್ಸ್, ಪ್ಲಾಟ್ ನಂ.10, ವಾರ್ಡ್ ನಂ. 12&13, ಎ.ಪಿ.ಎಂ.ಸಿ. ಆಫೀಸ್ ಹತ್ತಿರ, ದುರ್ಗಾ ನಗರ, ರಾಯಚೂರು-584101. ಫೋನ್: 08532-235880, ಫೋನ್: 8277772889: [645, 1275, 907, 1288]
- sirwar-headline: ಮೂರು ಪಕ್ಷದ ಅಭ್ಯರ್ಥಿಗಳ ನಾಮಪತ್ರ ಸಲ್ಲಿಕೆ: [308, 889, 522, 907]
- bail-kicker: ನಕಲಿ ದಾಖಲೆ ಸೃಷ್ಟಿಸಿ ಆಸ್ತಿ ಕಬಳಿಕೆ ಆರೋಪ: [782, 118, 881, 126]
- vps-banner: ಶ್ರೀ ವಿರೂಪಾಕ್ಷೇಶ್ವರ ಪತ್ತಿನ ಸೌಹಾರ್ದ ಸಹಕಾರಿ ಸಂಘ ನಿ; ಮಾನವಿ: [591, 547, 924, 565]
- bail-story: ನಕಲಿ ದಾಖಲೆ ಸೃಷ್ಟಿಸಿ ಆಸ್ತಿ ಕಬಳಿಕೆ ಆರೋಪ ಐವರ ಜಾಮೀನು ಅರ್ಜಿ ಹೈಕೋರ್ಟ್ ತಿರಸ್ಕಾರ ■ ಸುದ್ದಿಮೂಲ ವಾರ್ತೆ ರಾಯಚೂರು, ಆ.05: ನಕಲಿ ದಾಖಲೆ ಸೃಷ್ಟಿಸಿ ಆಸ್ತಿಯನ್ನು ಕಬಳಿಸಿದ ಆರೋಪದ ಮೇಲೆ ಬಂಧಿತರಾಗಿರುವ ಐವರು ಆರೋಪಿಗಳ ಜಾಮೀನು ಅರ್ಜಿಯನ್ನು ಹೈಕೋರ್ಟ್ ತಿರಸ್ಕರಿಸಿದೆ. ರಾಯಚೂರು ನಗರದ ಬಹುಕೋಟಿ ಬೆಲೆಬಾಳುವ ನಿವೇಶನವನ್ನು ನಕಲಿ ದಾಖಲೆ ಸೃಷ್ಟಿಸಿ ಬೇರೆಯವರ ಹೆಸರಿಗೆ ನೋಂದಣಿ ಮಾಡಿಸಿಕೊಂಡ ಪ್ರಕರಣದಲ್ಲಿ ಆರೋಪಿಗಳು ಸಲ್ಲಿಸಿದ್ದ ಜಾಮೀನು ಅರ್ಜಿಯನ್ನು ನ್ಯಾಯಾಲಯ ವಜಾಗೊಳಿಸಿದೆ. ಪ್ರಕರಣದ ಗಂಭೀರತೆ ಪರಿಗಣಿಸಿದ ನ್ಯಾಯಪೀಠ ಆರೋಪಿಗಳಿಗೆ ಜಾಮೀನು ನೀಡಲು ನಿರಾಕರಿಸಿದೆ. ಈ ಪ್ರಕರಣ ರಾಯಚೂರು ನಗರದಲ್ಲಿ ಸಂಚಲನ ಮೂಡಿಸಿತ್ತು. ಆರೋಪಿಗಳು ಸದ್ಯ ನ್ಯಾಯಾಂಗ ಬಂಧನದಲ್ಲಿದ್ದಾರೆ ಎಂದು ಪೊಲೀಸರು ತಿಳಿಸಿದ್ದಾರೆ.: [782, 118, 925, 285]
- nav-link-bengaluru-rural[interactable]: ಬೆಂಗಳೂರು ಗ್ರಾಮಾಂತರ: [364, 68, 428, 77]
- lead-col-3: ಇರೋದರಿಂದ ಗೊತ್ತಿಲ್ಲದೆ ಬಂದಿದ್ದೇವೆ ಎಂದು ಹೇಳಿದರು. ರಾಜ್ಯ ಸರ್ಕಾರ ಹಾಗೂ ಸಾರಿಗೆ ನೌಕರರ ನಡುವಿನ ಮಾತುಕತೆ ವಿಫಲವಾಗಿದ್ದರಿಂದ ಮುಷ್ಕರ ಮುಂದುವರೆದಿದೆ. ಸಾರಿಗೆ ಬಸ್ ಕೊಪ್ಪಳ ಪೊಲೀಸ್ ಬಂದೋಬಸ್ತ್ ಮಾಡಲಾಗಿತ್ತು.: [514, 371, 638, 419]
- nav-link-bengaluru[interactable]: ಬೆಂಗಳೂರು: [323, 68, 354, 77]
- snehanidhi-date-right: ದಿನಾಂಕ : 30-08-2025: [835, 1303, 905, 1311]
- snehanidhi-title: ಸ್ನೇಹನಿಧಿ ಪತ್ತಿನ ಸೌಹಾರ್ದ ಸಹಕಾರಿ ಸಂಘ ನಿಯಮಿತ: [645, 1256, 849, 1270]
- packs-headline-1: 'ಪ್ಯಾಕ್ಸ್'ಗಳ ಬಲವರ್ಧನೆಗೆ ಕೇಂದ್ರ, ಸೂಕ್ತ ಅನುದಾನ: [24, 545, 305, 565]
- jagadguru-signatures: [599, 1199, 917, 1229]
- sirwar-kicker: ಸಿರವಾರ ಪ.ಪಂ ಉಪಚುನಾವಣೆ: [308, 876, 390, 885]
- lead-story: [256, 114, 774, 534]
- basavageete-phone: 9980553750: [197, 183, 246, 191]
- jagadguru-title-2: ಸೌಹಾರ್ದ ಸಹಕಾರಿ ನಿಯಮಿತ ಸಿಂಧನೂರು: [647, 989, 836, 1005]
- paragraph: ಹುಡುಕ ಶೀಲದ ಅಜ್ಞಾನದ ಮಗ್ಗಲು ಬಂದು ಶರಣರ ಜೀವನದ ದಾರಿ. ಶರಣನ ಜೀವ ಶಿವ ಮಯಸು ಪರಿಪೂರ್ಣ ಸತ್ಯ ಮಯನು.: [20, 323, 245, 341]
- paragraph: ಬಸವಣ್ಣ : ಈ ವಚನದಲ್ಲಿ ವಚನದ ತಿರುಳನ್ನು ಸರಳವಾಗಿ ತಿಳಿಸಿದ್ದಾರೆ. ಶರಣ ಎಂದರೆ ಸತ್ಯ ಶುದ್ಧ ನಿರ್ಮಲ ಎಂದು ಹೇಳುತ್ತಾ ಕುಲ ಜಾತಿ ಮತ ಪಂಥಗಳನ್ನು ಮೀರಿ ನಿಂತವರು ಶರಣರು.: [20, 353, 245, 371]
- byline-bullet: ■: [256, 221, 266, 229]
- column-divider: [250, 114, 251, 534]
- masthead-rule: [20, 108, 925, 110]
- raichur-col-2: ಬಸ್ ಇಲ್ಲದೆ ಪ್ರಯಾಣಿಕರು ಖಾಸಗಿ ವಾಹನಗಳ ಮೊರೆ ಹೋದರು. ಕೆಲವರು ಬಸ್ ನಿಲ್ದಾಣದಲ್ಲೇ ಕಾದು ಕುಳಿತಿದ್ದರು. ವಿದ್ಯಾರ್ಥಿಗಳು ಶಾಲಾ ಕಾಲೇಜುಗಳಿಗೆ ತೆರಳಲು ತೊಂದರೆ ಅನುಭವಿಸಿದರು. ಬೆಳಿಗ್ಗೆ 11ರ ನಂತರ ನೌಕರರು ಮುಷ್ಕರ ಹಿಂಪಡೆದು ಕರ್ತವ್ಯಕ್ಕೆ ಹಾಜರಾದರು. ಸಂಜೆ ವೇಳೆಗೆ ಬಸ್ ಸಂಚಾರ ಸಹಜ ಸ್ಥಿತಿಗೆ ಮರಳಿತು.: [160, 1061, 294, 1119]
- lead-intro: ಕೊಪ್ಪಳ, ಆ.05: ಸಾರಿಗೆ ಬಸ್‌ಗಳ ಸಿಬ್ಬಂದಿ ಮುಷ್ಕರಕ್ಕೆ ಜಂಟಿ ಕ್ರಿಯಾ ಸಮಿತಿ ಕರೆ ನೀಡಿದ್ದು ಮುಷ್ಕರಕ್ಕೆ ಕೊಪ್ಪಳ ಜಿಲ್ಲೆಯಲ್ಲಿ ಸಂಜೆಯವರೆಗೂ ಬಸ್ ಸೇವೆಗಳು ಬಹುತೇಕ ಸ್ತಬ್ಧ ಗೊಂಡಿದ್ದವು.: [256, 221, 384, 259]
- protest-col-1: ಲಿಂಗಸುಗೂರು, ಆ.05: ಸಾರಿಗೆ ನೌಕರರ ವಿವಿಧ ಬೇಡಿಕೆ ಈಡೇರಿಕೆಗೆ ಆಗ್ರಹಿಸಿ ನಡೆದ ಮುಷ್ಕರ ತಾಲೂಕಿನಲ್ಲಿ ಭಾಗಶಃ ಯಶಸ್ವಿಯಾಯಿತು. ಬೆಳಿಗ್ಗೆ ಬಸ್ ಸಂಚಾರ ಸ್ಥಗಿತಗೊಂಡಿತ್ತು.: [306, 1153, 440, 1191]
- divider: [48, 66, 50, 100]
- sirwar-col-2: ದಿನವಾದ ಮಂಗಳವಾರ ಕೊನೆಯ ದಿನವಾಗಿತ್ತು. ನಾಮಪತ್ರಗಳ ಪರಿಶೀಲನೆ ನಾಳೆ ನಡೆಯಲಿದೆ. ಹಿಂಪಡೆಯಲು ಆ.8 ಕೊನೆಯ ದಿನವಾಗಿದೆ. ಚುನಾವಣೆ ಆ.17 ರಂದು ನಡೆಯಲಿದ್ದು, ಮತ ಎಣಿಕೆ ಆ.20 ರಂದು ನಡೆಯಲಿದೆ ಎಂದು ಚುನಾವಣಾಧಿಕಾರಿ ತಿಳಿಸಿದರು.: [406, 1033, 492, 1111]
- vps-emblem: [597, 571, 631, 605]
- section-rule: [20, 1254, 582, 1256]
- signature-block: ಸಹಿ/- ಶ್ರೀ.ಕೆ. ಮಹಾದೇವಪ್ಪ ಅಧ್ಯಕ್ಷರು: [599, 1473, 643, 1499]
- issue-date: 06 ಆಗಸ್ಟ್ 2025: [56, 84, 119, 94]
- section-rule: [20, 868, 582, 870]
- lead-headline-2: ಸಂಜೆಯವರೆಗೂ ಬಸ್ ಸೇವೆ ಸ್ಥಗಿತ: [260, 165, 589, 200]
- vps-intro: ನಮ್ಮ ಸಹಕಾರಿ ಸಂಘದ 2024-25ನೇ ಸಾಲಿನ ವಾರ್ಷಿಕ ಸರ್ವ ಸದಸ್ಯರ ಮಹಾಸಭೆಯನ್ನು ದಿನಾಂಕ:17-08-2025 ರವಿವಾರದಂದು ಬೆಳಿಗ್ಗೆ 10-30 ಗಂಟೆಗೆ ಶ್ರೀ ವಿರೂಪಾಕ್ಷೇಶ್ವರ ಸಹಕಾರಿ ಸೌಧದಲ್ಲಿ ಸಂಘದ ಅಧ್ಯಕ್ಷರ ಅಧ್ಯಕ್ಷತೆಯಲ್ಲಿ ನಡೆಸಲು ನಿರ್ಧರಿಸಲಾಗಿದೆ. ಸಂಘದ ಎಲ್ಲಾ ಸದಸ್ಯರು ಸಭೆಗೆ ಆಗಮಿಸಿ ಸಹಕರಿಸಬೇಕೆಂದು ಕೋರಲಾಗಿದೆ.: [597, 645, 919, 668]
- signature-block: ಸಹಿ/- ಬಸವರಾಜ ಸಜ್ಜನ್ ಉಪಾಧ್ಯಕ್ಷರು: [730, 1200, 772, 1228]
- atrocity-body: ಬೀದರ್, ಆ.05: ಔರಾದ್ ಶಾಸಕ ಪ್ರಭು ಚವ್ಹಾಣ್ ಪುತ್ರ ಪ್ರತೀಕ್ ಚವ್ಹಾಣ್ ವಿರುದ್ಧ ದಾಖಲಾಗಿದ್ದ ಅತ್ಯಾಚಾರ ಆರೋಪ ಪ್ರಕರಣವನ್ನು ಬೆಂಗಳೂರಿಗೆ ವರ್ಗಾವಣೆ ಮಾಡಲಾಗಿದೆ. ಯುವತಿಯೊಬ್ಬರು ನೀಡಿದ ದೂರಿನ ಮೇರೆಗೆ ಪ್ರಕರಣ ದಾಖಲಾಗಿತ್ತು. ಮದುವೆಯಾಗುವುದಾಗಿ ನಂಬಿಸಿ ದೈಹಿಕ ಸಂಪರ್ಕ ಬೆಳೆಸಿ ನಂತರ ವಂಚಿಸಲಾಗಿದೆ ಎಂದು ಆರೋಪಿಸಲಾಗಿತ್ತು. ಘಟನೆ ಬೆಂಗಳೂರಿನಲ್ಲಿ ನಡೆದಿರುವುದರಿಂದ ಪ್ರಕರಣವನ್ನು ಅಲ್ಲಿನ ಪೊಲೀಸ್ ಠಾಣೆಗೆ ವರ್ಗಾಯಿಸಲಾಗಿದೆ. ತನಿಖೆ ಮುಂದುವರೆದಿದ್ದು, ಸತ್ಯಾಸತ್ಯತೆ ಹೊರಬರಬೇಕಿದೆ ಎಂದು ಪೊಲೀಸ್ ಮೂಲಗಳು ತಿಳಿಸಿವೆ.: [368, 589, 580, 657]
- forest-clearance-photo-1: [146, 1292, 258, 1416]
- byline: ಸುದ್ದಿಮೂಲ ವಾರ್ತೆ: [31, 601, 77, 609]
- nav-link-yadgir[interactable]: ಯಾದಗಿರಿ: [361, 84, 387, 93]
- agenda-item: 3. 2024-25ನೇ ಸಾಲಿನ ಲೆಕ್ಕ ಪರಿಶೋಧನಾ ವರದಿಯನ್ನು ಓದಿ ಅಂಗೀಕರಿಸುವುದು.: [597, 698, 759, 705]
- forest-col-2: ಹಸಿರುಗಳು, ಅರಣ್ಯ ಇಲಾಖೆಯ ಒತ್ತುವರಿ ತೆರವು ಕಾರ್ಯಕ್ಕೆ ಅಡ್ಡಿಪಡಿಸಿದರು. ಪೊಲೀಸ್ ಬಂದೋಬಸ್ತ್‌ನಲ್ಲಿ ಕಾರ್ಯಾಚರಣೆ ನಡೆಯಿತು. ರೈತರು ಬೆಳೆದಿದ್ದ ಬೆಳೆಗಳನ್ನು ನಾಶಪಡಿಸಲಾಯಿತು ಎಂದು ಆರೋಪಿಸಿದರು.: [146, 1423, 292, 1461]
- basavageete-subtitle: ಸತ್ಸಂವಾದ -630: [139, 147, 194, 157]
- nav-link-ballari[interactable]: ಬಳ್ಳಾರಿ: [433, 84, 451, 93]
- forest-story: ಅರಣ್ಯ ಭೂಮಿ ಒತ್ತುವರಿ ತೆರವು, ರೈತರಿಂದ ಮುಷ್ಕರದ ಹೈಡ್ರಾಮಾ ! ■ ಸುದ್ದಿಮೂಲ ವಾರ್ತೆ ಮಸ್ಕಿ, ಆ.05: ಪಟ್ಟಣದ ಹೊರವಲಯದ ಹಾಲಾಪೂರ ಸೀಮಾದ ಸರ್ವೆ ನಂಬರ್ 382 ರಲ್ಲಿ 2500 ಎಕರೆ ಅರಣ್ಯ ಭೂಮಿಯಲ್ಲಿ ಅಕ್ರಮವಾಗಿ 40 ಎಕರೆ ಒತ್ತುವರಿ ಮಾಡಲಾಗಿತ್ತು. ಅರಣ್ಯ ಇಲಾಖೆ ಅಧಿಕಾರಿಗಳು ಜೆಸಿಬಿ ಯಂತ್ರದ ಮೂಲಕ ತೆರವು ಕಾರ್ಯಾಚರಣೆ ನಡೆಸಿದರು. ಈ ವೇಳೆ ರೈತರು ವಿರೋಧ ವ್ಯಕ್ತಪಡಿಸಿ ಹೈಡ್ರಾಮಾ ನಡೆಸಿದರು. ಹಸಿರುಗಳು, ಅರಣ್ಯ ಇಲಾಖೆಯ ಒತ್ತುವರಿ ತೆರವು ಕಾರ್ಯಕ್ಕೆ ಅಡ್ಡಿಪಡಿಸಿದರು. ಪೊಲೀಸ್ ಬಂದೋಬಸ್ತ್‌ನಲ್ಲಿ ಕಾರ್ಯಾಚರಣೆ ನಡೆಯಿತು. ರೈತರು ಬೆಳೆದಿದ್ದ ಬೆಳೆಗಳನ್ನು ನಾಶಪಡಿಸಲಾಯಿತು ಎಂದು ಆರೋಪಿಸಿದರು. ಒತ್ತುವರಿಯಾಗಿದ್ದ ಅರಣ್ಯ ಭೂಮಿಯನ್ನು ತೆರವು ಮಾಡಲು ಸೂಚನೆ ಬಂದಿದೆ. ಕಾನೂನು ಪ್ರಕಾರ ಕ್ರಮ ಕೈಗೊಳ್ಳಲಾಗಿದೆ. ರೈತರಿಗೆ ಮೊದಲೇ ನೋಟೀಸ್ ನೀಡಲಾಗಿತ್ತು. - ವಲಯ ಅರಣ್ಯಾಧಿಕಾರಿ, ಮಸ್ಕಿ ಭೂಮಿಯಲ್ಲಿ ದೈತ್ಯರು ಬೆಳೆದಿದ್ದ ಹತ್ತಿ ಬೆಳೆಯನ್ನು ಜೆಸಿಬಿಯಿಂದ ನಾಶಪಡಿಸಲಾಗಿದೆ. ನಮಗೆ ಪರಿಹಾರ ನೀಡಬೇಕು ಎಂದು ರೈತರು ಒತ್ತಾಯಿಸಿದರು. ಅಧಿಕಾರಿಗಳು ಮನವೊಲಿಸಿದ ನಂತರ ಪ್ರತಿಭಟನೆ ಹಿಂಪಡೆದರು.: [20, 1258, 582, 1528]
